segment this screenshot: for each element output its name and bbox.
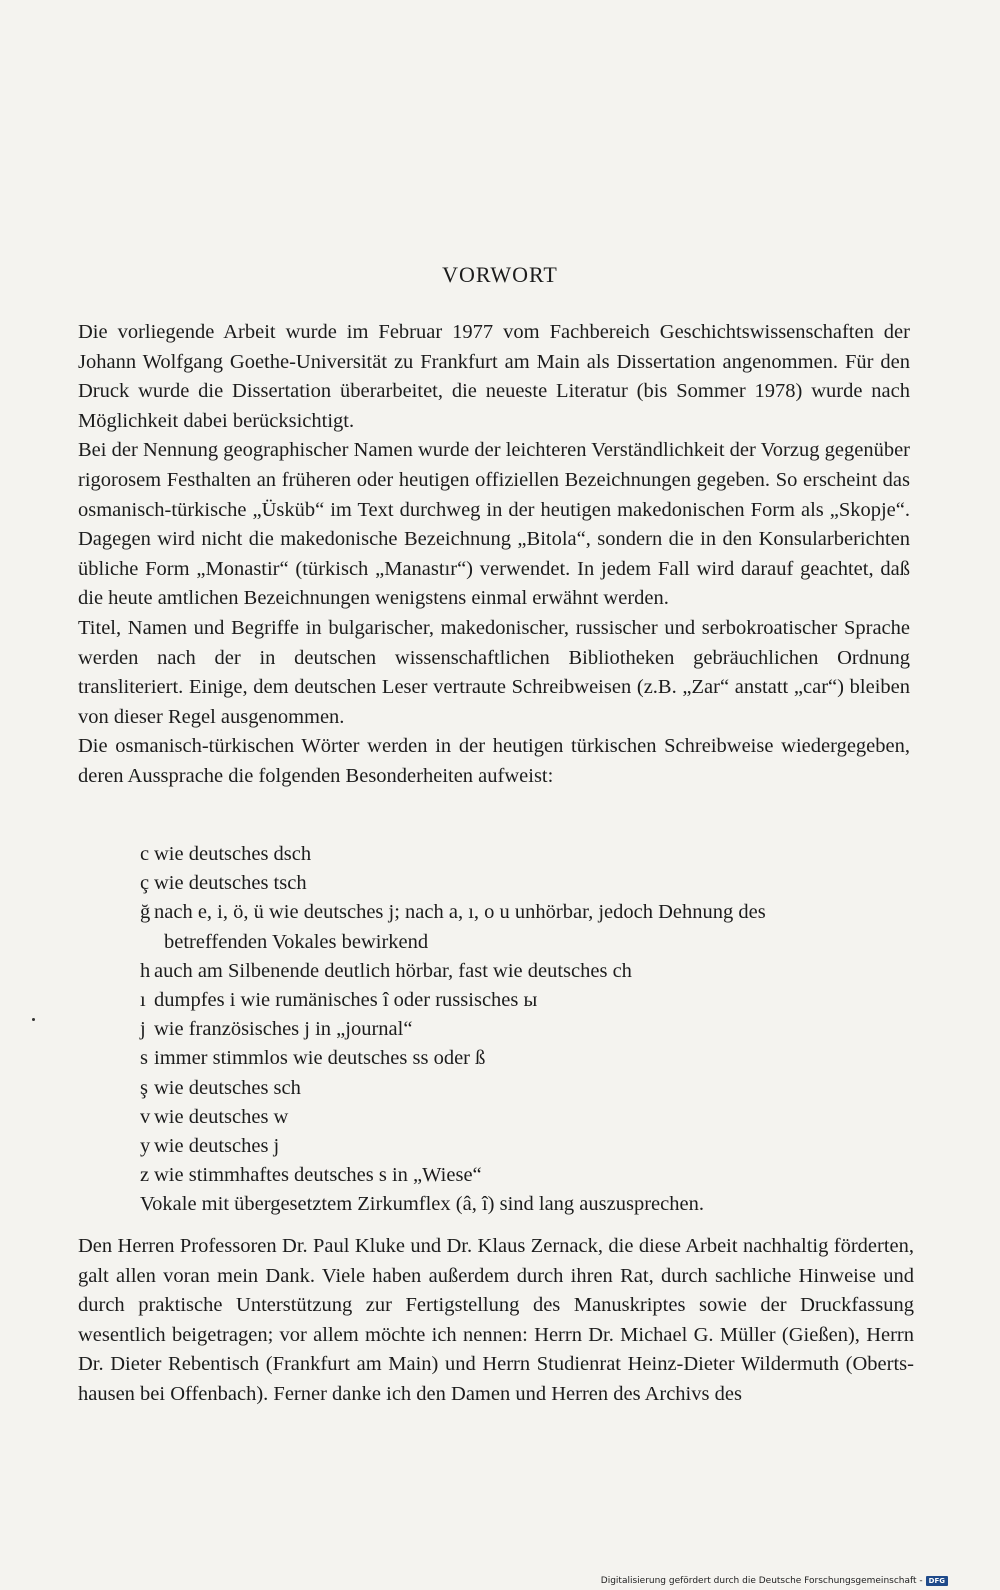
letter: h	[140, 959, 151, 982]
paragraph: Die vorliegende Arbeit wurde im Februar 1977 vom Fachbereich Geschichtswissenschaften der Johann Wolfgang Goethe-Universität zu Frankfurt am Main als Dissertation angenommen. Für den Druck wurde die Dissertation überarbeitet, die neueste Literatur (bis Sommer 1978) wurde nach Möglichkeit dabei berücksichtigt.	[78, 321, 910, 432]
digitization-footer	[601, 1576, 948, 1586]
intro-paragraphs	[78, 318, 910, 792]
scan-speck	[32, 1018, 35, 1021]
list-item	[140, 840, 920, 869]
list-item	[140, 1074, 920, 1103]
description: wie stimmhaftes deutsches s in „Wiese“	[154, 1164, 482, 1187]
vowel-note: Vokale mit übergesetztem Zirkumflex (â, î) sind lang auszusprechen.	[140, 1193, 704, 1216]
letter: ı	[140, 989, 146, 1012]
letter: c	[140, 843, 150, 865]
list-item	[140, 869, 920, 898]
letter: ş	[140, 1076, 148, 1099]
description: nach e, i, ö, ü wie deutsches j; nach a, ı, o u unhörbar, jedoch Dehnung des	[154, 901, 766, 924]
pronunciation-list	[140, 840, 920, 1220]
description: wie französisches j in „journal“	[154, 1018, 413, 1041]
description: wie deutsches sch	[154, 1076, 301, 1099]
list-item	[140, 1103, 920, 1132]
description: wie deutsches dsch	[154, 843, 312, 865]
footer-text: Digitalisierung gefördert durch die Deutsche Forschungsgemeinschaft -	[600, 1576, 923, 1586]
description: dumpfes i wie rumänisches î oder russisches ы	[154, 989, 538, 1012]
description: auch am Silbenende deutlich hörbar, fast wie deutsches ch	[154, 959, 632, 982]
list-item	[140, 986, 920, 1015]
acknowledgement-paragraph: Den Herren Professoren Dr. Paul Kluke und Dr. Klaus Zernack, die diese Arbeit nachhaltig förderten, galt allen voran mein Dank. Viele haben außerdem durch ihren Rat, durch sachliche Hinweise und durch praktische Unterstützung zur Fertigstellung des Manuskriptes sowie der Druckfassung wesentlich beigetragen; vor allem möchte ich nennen: Herrn Dr. Michael G. Müller (Gießen), Herrn Dr. Dieter Rebentisch (Frankfurt am Main) und Herrn Studienrat Heinz-Dieter Wildermuth (Oberts-hausen bei Offenbach). Ferner danke ich den Damen und Herren des Archivs des	[78, 1235, 914, 1405]
letter: ğ	[140, 901, 151, 924]
paragraph: Die osmanisch-türkischen Wörter werden in der heutigen türkischen Schreibweise wiedergegeben, deren Aussprache die folgenden Besonderheiten aufweist:	[78, 735, 910, 787]
letter: ç	[140, 872, 150, 895]
letter: j	[140, 1018, 146, 1041]
letter: v	[140, 1105, 151, 1128]
paragraph: Titel, Namen und Begriffe in bulgarischer, makedonischer, russischer und serbokroatischer Sprache werden nach der in deutschen wissenschaftlichen Bibliotheken gebräuchlichen Ordnung transliteriert. Einige, dem deutschen Leser vertraute Schreibweisen (z.B. „Zar“ anstatt „car“) bleiben von dieser Regel ausgenommen.	[78, 616, 910, 728]
list-item	[140, 1044, 920, 1073]
paragraph: Bei der Nennung geographischer Namen wurde der leichteren Verständlichkeit der Vorzug gegenüber rigorosem Festhalten an früheren oder heutigen offiziellen Bezeichnungen gegeben. So erscheint das osmanisch-türkische „Üsküb“ im Text durchweg in der heutigen makedonischen Form als „Skopje“. Dagegen wird nicht die makedonische Bezeichnung „Bitola“, sondern die in den Konsularberichten übliche Form „Monastir“ (türkisch „Manastır“) verwendet. In jedem Fall wird darauf geachtet, daß die heute amtlichen Bezeichnungen wenigstens einmal erwähnt werden.	[78, 439, 910, 610]
list-item	[140, 1161, 920, 1190]
page-title: VORWORT	[442, 262, 558, 287]
list-item	[140, 1015, 920, 1044]
description: wie deutsches w	[154, 1105, 289, 1128]
description: betreffenden Vokales bewirkend	[164, 930, 429, 953]
description: immer stimmlos wie deutsches ss oder ß	[154, 1047, 486, 1070]
letter: z	[140, 1164, 150, 1187]
list-item	[140, 957, 920, 986]
description: wie deutsches tsch	[154, 872, 307, 895]
list-item-continuation	[140, 928, 920, 957]
list-item	[140, 1132, 920, 1161]
description: wie deutsches j	[154, 1135, 280, 1158]
letter: s	[140, 1047, 148, 1070]
letter: y	[140, 1135, 151, 1158]
dfg-logo: DFG	[926, 1576, 948, 1586]
list-item	[140, 898, 920, 927]
